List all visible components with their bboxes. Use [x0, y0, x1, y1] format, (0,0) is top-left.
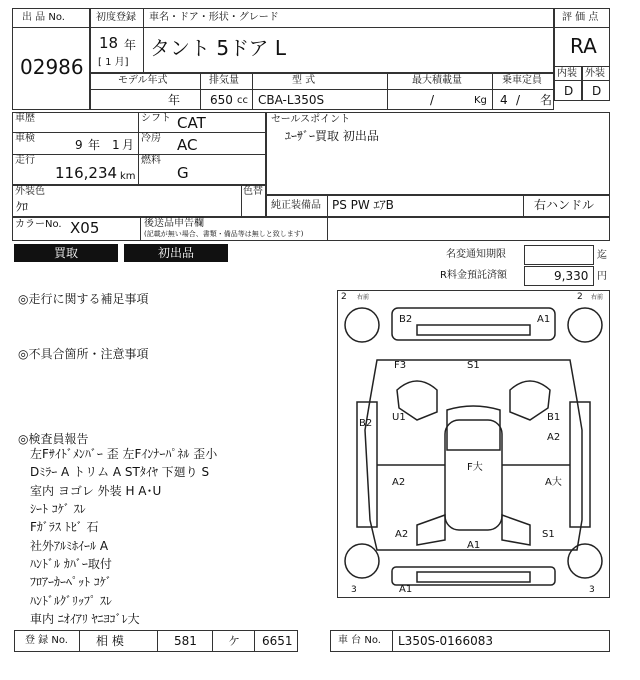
- corner-tl-sub: 右前: [357, 294, 370, 301]
- inspector-line: 車内 ﾆｵｲｱﾘ ﾔﾆﾖｺﾞﾚ大: [30, 612, 140, 626]
- max-load-unit: Kg: [474, 95, 487, 106]
- recycle-label: R料金預託済額: [440, 270, 507, 281]
- lot-label: 出 品 No.: [22, 12, 65, 23]
- aircon-label: 冷房: [141, 133, 161, 144]
- chassis-label: 車 台 No.: [338, 635, 381, 646]
- capacity-label: 乗車定員: [502, 75, 542, 86]
- color-no-value: X05: [70, 219, 100, 237]
- aftermarket-note: (記載が無い場合、書類・備品等は無しと致します): [144, 230, 304, 238]
- mark-b2-left: B2: [359, 418, 373, 429]
- tag-kaitori: 買取: [14, 244, 118, 262]
- exterior-label: 外装: [585, 68, 605, 79]
- driving-note-label: ◎走行に関する補足事項: [18, 292, 149, 306]
- mark-s1-roof: S1: [467, 360, 480, 371]
- capacity-slash: /: [516, 93, 521, 107]
- mileage-value: 116,234: [55, 164, 118, 182]
- lot-number: 02986: [20, 55, 84, 79]
- mark-b2-top: B2: [399, 314, 413, 325]
- fuel-value: G: [177, 164, 189, 182]
- mark-f3: F3: [394, 360, 407, 371]
- fuel-label: 燃料: [141, 155, 161, 166]
- exterior-grade: D: [592, 84, 602, 98]
- mark-b1: B1: [547, 412, 561, 423]
- model-year-unit: 年: [168, 93, 181, 107]
- inspector-line: Fｶﾞﾗｽ ﾄﾋﾞ 石: [30, 520, 99, 534]
- aftermarket-label: 後送品申告欄: [144, 218, 204, 229]
- wheel-rear-left: [345, 544, 379, 578]
- inspector-line: ﾊﾝﾄﾞﾙ ｶﾊﾞｰ取付: [30, 557, 112, 571]
- car-name: タント 5ドア L: [150, 36, 286, 60]
- aircon-value: AC: [177, 136, 198, 154]
- inspection-month: 1: [112, 138, 120, 152]
- shift-label: シフト: [141, 113, 171, 124]
- recycle-value: 9,330: [554, 269, 589, 283]
- reg-kana: ケ: [228, 634, 241, 648]
- chassis-value: L350S-0166083: [398, 634, 493, 648]
- corner-tr-sub: 右前: [591, 294, 604, 301]
- name-change-value-cell: [524, 245, 594, 265]
- ext-color-value: ｸﾛ: [16, 200, 29, 214]
- reg-number: 6651: [262, 634, 293, 648]
- recycle-unit: 円: [597, 271, 607, 282]
- inspector-label: ◎検査員報告: [18, 432, 89, 446]
- ext-color-label: 外装色: [15, 186, 45, 197]
- type-value: CBA-L350S: [258, 93, 325, 107]
- capacity-unit: 名: [540, 93, 553, 107]
- corner-tr: 2: [577, 292, 583, 302]
- mark-f-dai: F大: [467, 462, 483, 473]
- interior-grade: D: [564, 84, 574, 98]
- max-load-label: 最大積載量: [412, 75, 462, 86]
- corner-br: 3: [589, 585, 595, 595]
- shift-value: CAT: [177, 114, 206, 132]
- displacement-unit: cc: [237, 95, 248, 106]
- first-reg-year-unit: 年: [124, 38, 137, 52]
- inspector-line: Dﾐﾗｰ A トリム A STﾀｲﾔ 下廻り S: [30, 465, 210, 479]
- capacity-value: 4: [500, 93, 508, 107]
- mark-a1-bottom: A1: [399, 584, 413, 595]
- mark-u1: U1: [392, 412, 406, 423]
- sales-point-label: セールスポイント: [271, 114, 351, 125]
- spec-cell: [252, 73, 388, 90]
- mark-a2-left: A2: [392, 477, 406, 488]
- mark-a2-rear: A2: [395, 529, 409, 540]
- wheel-front-right: [568, 308, 602, 342]
- sales-point-value: ﾕｰｻﾞｰ買取 初出品: [285, 129, 379, 143]
- reg-class: 581: [174, 634, 197, 648]
- model-year-label: モデル年式: [118, 75, 168, 86]
- car-damage-diagram: [337, 290, 610, 598]
- equipment-label: 純正装備品: [271, 200, 321, 211]
- reg-label: 登 録 No.: [25, 635, 68, 646]
- corner-tl: 2: [341, 292, 347, 302]
- mileage-unit: km: [120, 171, 136, 182]
- displacement-value: 650: [210, 93, 233, 107]
- inspector-line: 左Fｻｲﾄﾞﾒﾝﾊﾞｰ 歪 左Fｲﾝﾅｰﾊﾟﾈﾙ 歪小: [30, 447, 218, 461]
- car-name-label: 車名・ドア・形状・グレード: [149, 12, 279, 23]
- inspector-line: 室内 ヨゴレ 外装 H A･U: [30, 484, 162, 498]
- corner-bl: 3: [351, 585, 357, 595]
- inspection-year: 9: [75, 138, 83, 152]
- history-label: 車歴: [15, 113, 35, 124]
- mark-a1-top: A1: [537, 314, 551, 325]
- handle-value: 右ハンドル: [534, 198, 595, 212]
- inspection-year-unit: 年: [88, 138, 101, 152]
- equipment-extra-cell: [327, 217, 610, 241]
- equipment-value: PS PW ｴｱB: [332, 198, 394, 212]
- first-reg-label: 初度登録: [96, 12, 136, 23]
- inspector-line: ﾊﾝﾄﾞﾙｸﾞﾘｯﾌﾟ ｽﾚ: [30, 594, 112, 608]
- inspection-month-unit: 月: [122, 138, 135, 152]
- name-change-label: 名変通知期限: [446, 249, 506, 260]
- type-label: 型 式: [292, 75, 316, 86]
- mileage-label: 走行: [15, 155, 35, 166]
- reg-area: 相 模: [96, 634, 124, 648]
- mark-a-dai: A大: [545, 477, 562, 488]
- mark-a2-right: A2: [547, 432, 561, 443]
- tag-hatsu-shuppin: 初出品: [124, 244, 228, 262]
- inspector-line: ﾌﾛｱｰｶｰﾍﾟｯﾄ ｺｹﾞ: [30, 575, 112, 589]
- inspector-line: ｼｰﾄ ｺｹﾞ ｽﾚ: [30, 502, 86, 516]
- mark-s1-rear: S1: [542, 529, 555, 540]
- defect-note-label: ◎不具合箇所・注意事項: [18, 347, 149, 361]
- wheel-front-left: [345, 308, 379, 342]
- ext-color-cell: [12, 185, 266, 217]
- eval-label: 評 価 点: [562, 12, 599, 23]
- inspection-label: 車検: [15, 133, 35, 144]
- first-reg-year: 18: [99, 34, 119, 52]
- mark-a1-rear: A1: [467, 540, 481, 551]
- first-reg-month: [ 1 月]: [98, 57, 129, 68]
- wheel-rear-right: [568, 544, 602, 578]
- max-load-value: /: [430, 93, 435, 107]
- displacement-label: 排気量: [209, 75, 239, 86]
- inspector-line: 社外ｱﾙﾐﾎｲｰﾙ A: [30, 539, 109, 553]
- eval-score: RA: [570, 34, 597, 58]
- interior-label: 内装: [557, 68, 577, 79]
- repaint-label: 色替: [243, 186, 263, 197]
- color-no-label: カラーNo.: [15, 219, 62, 230]
- name-change-unit: 迄: [597, 250, 607, 261]
